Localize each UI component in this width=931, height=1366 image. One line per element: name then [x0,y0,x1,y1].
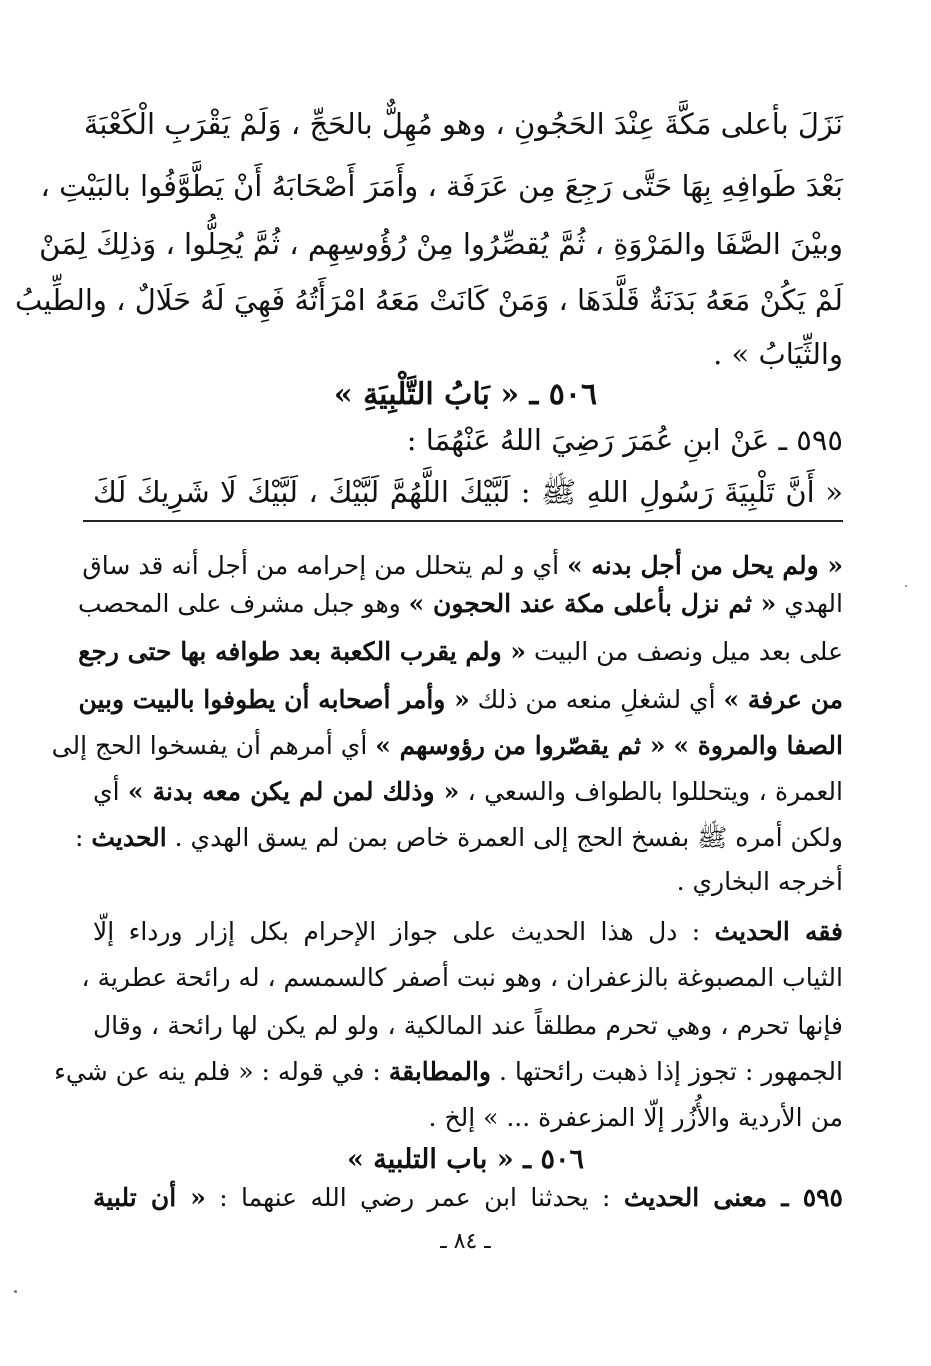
commentary-line [78,680,843,720]
commentary-line [78,584,843,624]
text-run: : يحدثنا ابن عمر رضي الله عنهما : [205,1183,624,1212]
bold-phrase: « ولم يحل من أجل بدنه » [566,551,843,580]
section-label: والمطابقة [388,1057,492,1086]
section-label: فقه الحديث [714,917,843,946]
bold-phrase: « أن تلبية [93,1183,206,1212]
text-run: الهدي [776,589,843,618]
commentary-line [93,772,843,812]
commentary-line [54,1052,843,1092]
bold-phrase: « وأمر أصحابه أن يطوفوا بالبيت وبين [78,685,470,714]
bold-phrase: « ثم يقصّروا من رؤوسهم » [375,731,666,760]
commentary-line [93,1178,843,1218]
text-run: من الأردية والأُزُر إلّا المزعفرة ... » إلخ . [428,1103,843,1132]
hadith-line: وبيْنَ الصَّفَا والمَرْوَةِ ، ثُمَّ يُقصِّرُوا مِنْ رُؤُوسِهِم ، ثُمَّ يُحِلُّوا ، وَذلِكَ لِمَنْ [39,227,843,261]
commentary-line [93,862,843,902]
bold-phrase: ٥٩٥ ـ معنى الحديث [623,1183,843,1212]
bold-phrase: « وذلك لمن لم يكن معه بدنة » [127,777,460,806]
text-run: أخرجه البخاري . [676,867,843,896]
commentary-line [81,958,843,998]
commentary-line [82,546,843,586]
bold-phrase: « ثم نزل بأعلى مكة عند الحجون » [408,589,777,618]
text-run: ولكن أمره ﷺ بفسخ الحج إلى العمرة خاص بمن لم يسق الهدي . [166,823,843,852]
chapter-heading: ٥٠٦ ـ « بَابُ التَّلْبِيَةِ » [333,377,598,412]
bold-phrase: من عرفة » [723,685,843,714]
commentary-line [74,818,843,858]
text-run: على بعد ميل ونصف من البيت [526,637,843,666]
text-run: : [74,823,92,852]
scan-speck [905,585,907,587]
hadith-line: نَزَلَ بأعلى مَكَّةَ عِنْدَ الحَجُونِ ، وهو مُهِلٌّ بالحَجِّ ، وَلَمْ يَقْرَبِ الْكَعْبَةَ [83,107,843,141]
bold-phrase: « ولم يقرب الكعبة بعد طوافه بها حتى رجع [78,637,527,666]
bold-phrase: الحديث [91,823,167,852]
scan-speck [14,1290,17,1293]
hadith-line: بَعْدَ طَوافِهِ بِهَا حَتَّى رَجِعَ مِن عَرَفَة ، وأَمَرَ أَصْحَابَهُ أَنْ يَطَّوَّفُوا بالبَيْتِ ، [40,169,843,203]
text-run: أي و لم يتحلل من إحرامه من أجل أنه قد ساق [82,551,567,580]
hadith-line: والثِّيَابُ » . [713,337,843,371]
hadith-number-line: ٥٩٥ ـ عَنْ ابنِ عُمَرَ رَضِيَ اللهُ عَنْهُمَا : [406,423,843,457]
text-run: العمرة ، ويتحللوا بالطواف والسعي ، [459,777,843,806]
footnote-divider [83,520,843,522]
talbiya-line: « أَنَّ تَلْبِيَةَ رَسُولِ اللهِ ﷺ : لَبَّيْكَ اللَّهُمَّ لَبَّيْكَ ، لَبَّيْكَ لَا شَرِيكَ لَكَ [93,475,843,509]
text-run: فإنها تحرم ، وهي تحرم مطلقاً عند المالكية ، ولو لم يكن لها رائحة ، وقال [93,1011,843,1040]
commentary-line [93,1006,843,1046]
footer-chapter-heading: ٥٠٦ ـ « باب التلبية » [347,1144,584,1175]
page-number: ـ ٨٤ ـ [440,1229,491,1254]
commentary-line [51,726,843,766]
text-run: : دل هذا الحديث على جواز الإحرام بكل إزار ورداء إلّا [93,917,715,946]
text-run: : في قوله : « فلم ينه عن شيء [54,1057,389,1086]
text-run: الجمهور : تجوز إذا ذهبت رائحتها . [491,1057,843,1086]
commentary-line [93,1098,843,1138]
text-run: وهو جبل مشرف على المحصب [78,589,409,618]
hadith-line: لَمْ يَكُنْ مَعَهُ بَدَنَةٌ قَلَّدَهَا ، وَمَنْ كَانَتْ مَعَهُ امْرَأَتُهُ فَهِيَ لَهُ حَلَالٌ ، والطِّيبُ [14,283,843,317]
text-run: أي أمرهم أن يفسخوا الحج إلى [51,731,376,760]
text-run: أي لشغلِ منعه من ذلك [469,685,724,714]
bold-phrase: الصفا والمروة » [673,731,843,760]
commentary-line [93,912,843,952]
commentary-line [78,632,843,672]
text-run: أي [93,777,128,806]
text-run: الثياب المصبوغة بالزعفران ، وهو نبت أصفر كالسمسم ، له رائحة عطرية ، [81,963,843,992]
